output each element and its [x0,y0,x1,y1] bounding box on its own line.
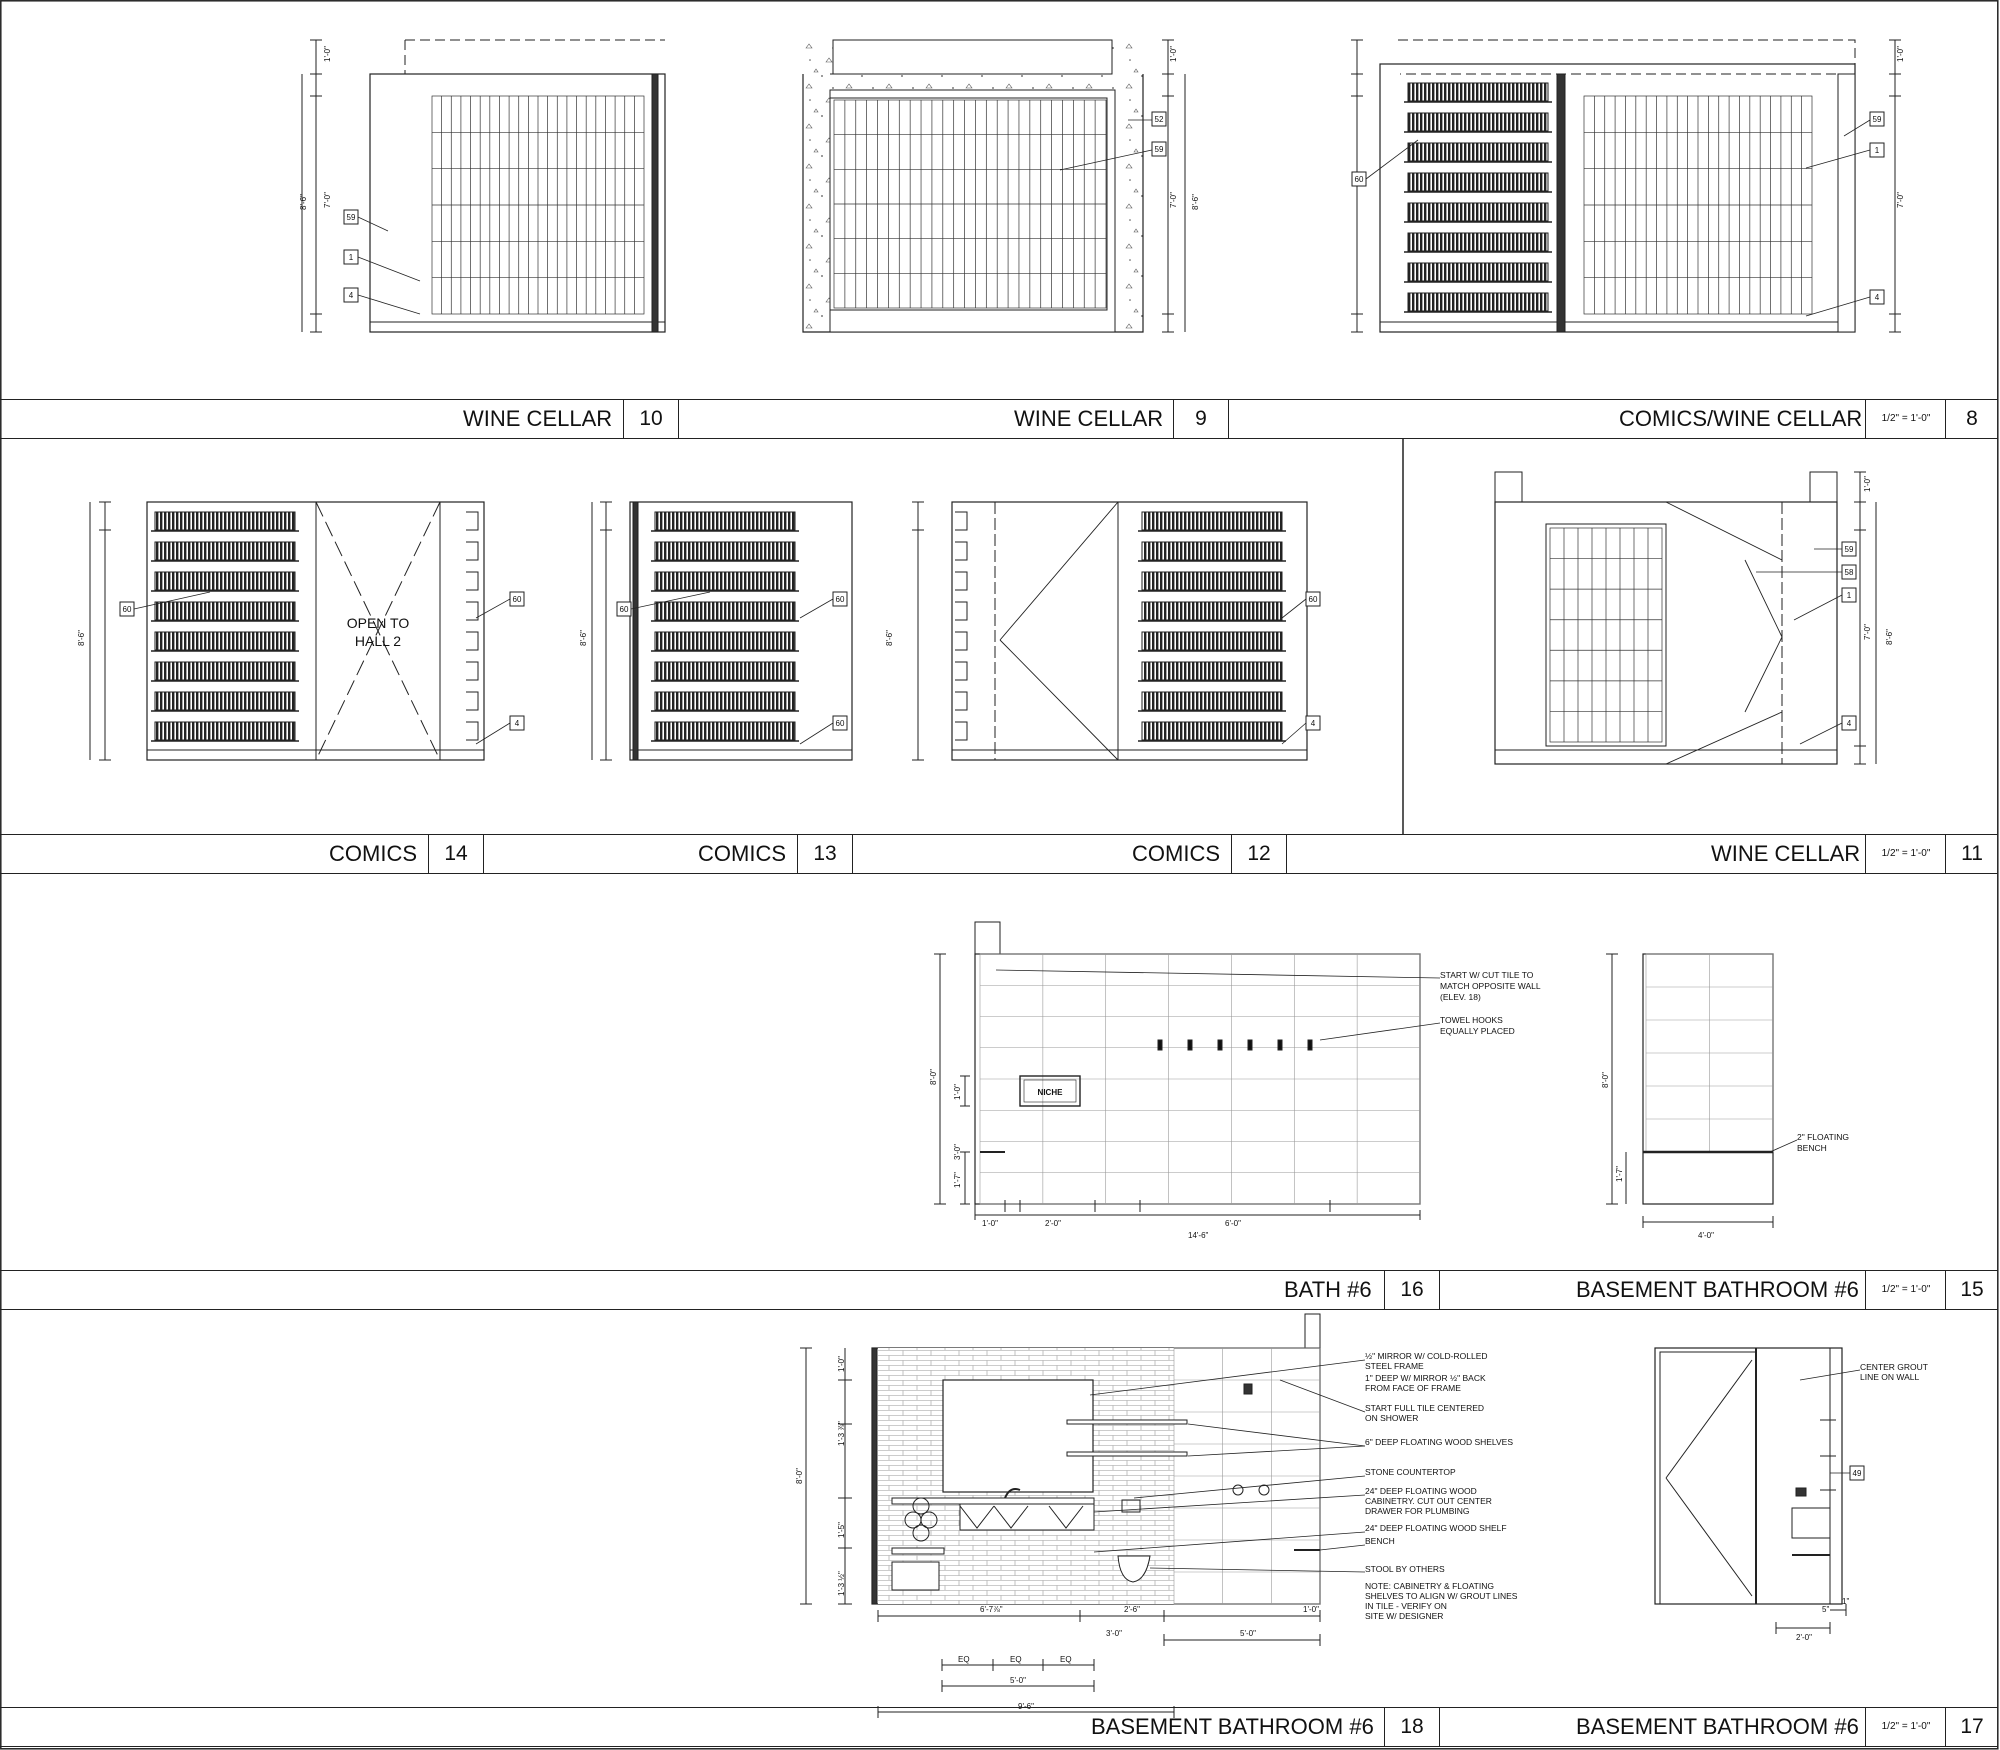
elevation-17-drawing [1655,1348,1846,1634]
tag-59: 59 [1872,115,1882,124]
dim-2-6: 2'-6" [1124,1605,1140,1614]
notes-elevation-17 [1860,1362,1928,1382]
dim-5-0: 5'-0" [1240,1629,1256,1638]
dim-1-5: 1'-5" [837,1522,846,1538]
dim-8-0: 8'-0" [929,1069,938,1085]
notes-elevation-18 [1365,1351,1518,1621]
book-shelf [1408,173,1548,191]
dim-8-0: 8'-0" [1601,1072,1610,1088]
dim-6-0: 6'-0" [1225,1219,1241,1228]
view-number: 16 [1384,1271,1440,1309]
book-shelf [655,602,795,620]
book-shelf [1142,692,1282,710]
note-18-i2: SHELVES TO ALIGN W/ GROUT LINES [1365,1591,1518,1601]
dim-14-6: 14'-6" [1188,1231,1209,1240]
book-shelf [1142,572,1282,590]
view-number: 17 [1945,1708,1998,1746]
book-shelf [1142,512,1282,530]
cubby [955,512,967,530]
towel-hook [1218,1040,1222,1050]
book-shelf [1408,83,1548,101]
note-17-a1: CENTER GROUT [1860,1362,1928,1372]
note-16-2b: EQUALLY PLACED [1440,1026,1515,1036]
book-shelf [155,602,295,620]
tag-1: 1 [1874,146,1880,155]
view-scale: 1/2" = 1'-0" [1865,835,1946,873]
view-scale: 1/2" = 1'-0" [1865,1271,1946,1309]
tag-60: 60 [619,605,629,614]
tag-49: 49 [1852,1469,1862,1478]
tag-60: 60 [512,595,522,604]
dim-1-0: 1'-0" [953,1084,962,1100]
elevation-12-drawing [912,502,1307,760]
dim-1-0: 1'-0" [837,1356,846,1372]
view-number: 9 [1173,400,1229,438]
view-number: 14 [428,835,484,873]
title-band-row-2 [0,834,1998,874]
cubby [466,542,478,560]
dim-7-0: 7'-0" [1169,192,1178,208]
cubby [466,602,478,620]
note-16-2: TOWEL HOOKS [1440,1015,1503,1025]
cubby [466,512,478,530]
note-18-g1: BENCH [1365,1536,1395,1546]
dim-7-0: 7'-0" [1863,624,1872,640]
title-band-row-4 [0,1707,1998,1747]
note-18-a4: FROM FACE OF FRAME [1365,1383,1461,1393]
notes-elevation-16 [1440,970,1541,1036]
elevation-14-drawing [90,502,484,760]
note-18-i3: IN TILE - VERIFY ON [1365,1601,1447,1611]
view-number: 11 [1945,835,1998,873]
book-shelf [1408,293,1548,311]
note-18-f1: 24" DEEP FLOATING WOOD SHELF [1365,1523,1507,1533]
dim-8-6: 8'-6" [1191,194,1200,210]
tag-52: 52 [1154,115,1164,124]
book-shelf [155,512,295,530]
open-to-hall-label-2: HALL 2 [354,633,402,649]
dim-1-3-1-2: 1'-3 ½" [837,1571,846,1596]
view-number: 10 [623,400,679,438]
view-number: 8 [1945,400,1998,438]
view-number: 15 [1945,1271,1998,1309]
dim-1-0: 1'-0" [323,46,332,62]
elevation-11-drawing [1495,472,1876,764]
book-shelf [655,542,795,560]
dim-5-0: 5'-0" [1010,1676,1026,1685]
book-shelf [1408,143,1548,161]
book-shelf [1408,263,1548,281]
towel-hook [1248,1040,1252,1050]
note-15-1: 2" FLOATING [1797,1132,1849,1142]
tag-60: 60 [835,719,845,728]
tag-60: 60 [835,595,845,604]
dim-eq: EQ [1010,1655,1022,1664]
tag-59: 59 [1154,145,1164,154]
tag-1: 1 [348,253,354,262]
book-shelf [155,542,295,560]
note-15-1b: BENCH [1797,1143,1827,1153]
view-scale: 1/2" = 1'-0" [1865,400,1946,438]
dim-5: 5" [1822,1605,1830,1614]
book-shelf [1408,233,1548,251]
book-shelf [1142,632,1282,650]
dim-8-6: 8'-6" [579,630,588,646]
view-title: COMICS [329,841,417,866]
view-title: BATH #6 [1284,1277,1372,1302]
note-18-c1: 6" DEEP FLOATING WOOD SHELVES [1365,1437,1514,1447]
book-shelf [1142,662,1282,680]
dim-eq: EQ [1060,1655,1072,1664]
book-shelf [155,572,295,590]
view-number: 18 [1384,1708,1440,1746]
cubby [955,572,967,590]
cubby [955,662,967,680]
book-shelf [1142,602,1282,620]
dim-2-0: 2'-0" [1796,1633,1812,1642]
book-shelf [1142,722,1282,740]
note-18-b2: ON SHOWER [1365,1413,1419,1423]
note-18-i1: NOTE: CABINETRY & FLOATING [1365,1581,1494,1591]
tag-60: 60 [1308,595,1318,604]
book-shelf [155,632,295,650]
cubby [466,692,478,710]
note-18-a3: 1" DEEP W/ MIRROR ½" BACK [1365,1373,1486,1383]
dim-8-0: 8'-0" [795,1468,804,1484]
note-18-e1: 24" DEEP FLOATING WOOD [1365,1486,1477,1496]
book-shelf [655,632,795,650]
cubby [955,542,967,560]
dim-1: 1" [1842,1597,1850,1606]
view-title: BASEMENT BATHROOM #6 [1576,1277,1859,1302]
book-shelf [655,512,795,530]
tag-4: 4 [514,719,520,728]
title-band-row-1 [0,399,1998,439]
cubby [466,722,478,740]
book-shelf [1408,203,1548,221]
tag-4: 4 [1846,719,1852,728]
tag-4: 4 [1310,719,1316,728]
tag-59: 59 [346,213,356,222]
cubby [955,602,967,620]
note-18-e2: CABINETRY. CUT OUT CENTER [1365,1496,1492,1506]
dim-7-0: 7'-0" [1896,192,1905,208]
tag-4: 4 [348,291,354,300]
tag-59: 59 [1844,545,1854,554]
towel-hook [1308,1040,1312,1050]
view-title: COMICS [698,841,786,866]
book-shelf [155,722,295,740]
book-shelf [1408,113,1548,131]
cubby [955,722,967,740]
tag-58: 58 [1844,568,1854,577]
view-title: BASEMENT BATHROOM #6 [1091,1714,1374,1739]
book-shelf [655,722,795,740]
book-shelf [155,662,295,680]
dim-3-0: 3'-0" [953,1144,962,1160]
note-16-1c: (ELEV. 18) [1440,992,1481,1002]
cubby [466,632,478,650]
note-18-b1: START FULL TILE CENTERED [1365,1403,1485,1413]
towel-hook [1188,1040,1192,1050]
cubby [466,662,478,680]
elevation-9-drawing [803,40,1185,332]
towel-hook [1158,1040,1162,1050]
dim-8-6: 8'-6" [77,630,86,646]
dim-1-0: 1'-0" [1303,1605,1319,1614]
dim-2-0: 2'-0" [1045,1219,1061,1228]
tag-60: 60 [122,605,132,614]
note-18-e3: DRAWER FOR PLUMBING [1365,1506,1470,1516]
view-number: 13 [797,835,853,873]
note-18-h1: STOOL BY OTHERS [1365,1564,1445,1574]
open-to-hall-label: OPEN TO [346,615,410,631]
dim-1-7: 1'-7" [1615,1166,1624,1182]
tag-1: 1 [1846,591,1852,600]
view-title: BASEMENT BATHROOM #6 [1576,1714,1859,1739]
note-16-1b: MATCH OPPOSITE WALL [1440,981,1541,991]
dim-1-0: 1'-0" [1896,46,1905,62]
niche-label: NICHE [1037,1088,1063,1097]
view-number: 12 [1231,835,1287,873]
book-shelf [155,692,295,710]
dim-3-0: 3'-0" [1106,1629,1122,1638]
dim-1-3-7-8: 1'-3 ⅞" [837,1421,846,1446]
notes-elevation-15 [1797,1132,1849,1153]
view-title: WINE CELLAR [463,406,613,431]
elevation-8-drawing [1351,40,1901,332]
note-18-i4: SITE W/ DESIGNER [1365,1611,1444,1621]
tag-60: 60 [1354,175,1364,184]
dim-1-7: 1'-7" [953,1172,962,1188]
towel-hook [1278,1040,1282,1050]
view-title: COMICS [1132,841,1220,866]
dim-eq: EQ [958,1655,970,1664]
book-shelf [655,662,795,680]
cubby [955,632,967,650]
note-18-a2: STEEL FRAME [1365,1361,1424,1371]
cubby [955,692,967,710]
dim-8-6: 8'-6" [1885,629,1894,645]
book-shelf [655,692,795,710]
cubby [466,572,478,590]
elevation-13-drawing [592,502,852,760]
book-shelf [1142,542,1282,560]
elevation-16-drawing [934,922,1420,1220]
dim-9-6: 9'-6" [1018,1702,1034,1711]
tag-4: 4 [1874,293,1880,302]
dim-1-0: 1'-0" [982,1219,998,1228]
view-title: COMICS/WINE CELLAR [1619,406,1863,431]
dim-8-6: 8'-6" [299,194,308,210]
dim-1-0: 1'-0" [1169,46,1178,62]
dim-4-0: 4'-0" [1698,1231,1714,1240]
book-shelf [655,572,795,590]
note-18-a1: ½" MIRROR W/ COLD-ROLLED [1365,1351,1488,1361]
dim-6-7-7-8: 6'-7⅞" [980,1605,1003,1614]
view-title: WINE CELLAR [1711,841,1861,866]
note-17-a2: LINE ON WALL [1860,1372,1920,1382]
elevation-15-drawing [1606,954,1773,1228]
view-title: WINE CELLAR [1014,406,1164,431]
note-18-d1: STONE COUNTERTOP [1365,1467,1456,1477]
dim-7-0: 7'-0" [323,192,332,208]
view-scale: 1/2" = 1'-0" [1865,1708,1946,1746]
note-16-1: START W/ CUT TILE TO [1440,970,1534,980]
title-band-row-3 [0,1270,1998,1310]
dim-8-6: 8'-6" [885,630,894,646]
dim-1-0: 1'-0" [1863,476,1872,492]
